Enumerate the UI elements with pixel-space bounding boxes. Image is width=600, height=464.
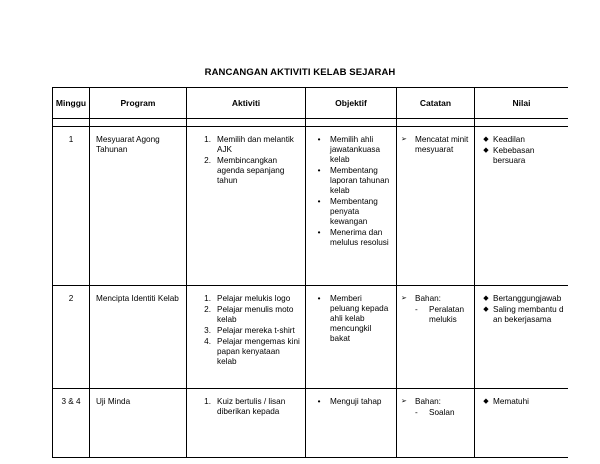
cell-program: Mesyuarat Agong Tahunan	[90, 127, 187, 286]
list-item: ◆ Mematuhi	[479, 397, 564, 407]
header-row	[53, 88, 569, 119]
diamond-bullet-icon: ◆	[483, 136, 489, 143]
list-item: 3. Pelajar mereka t-shirt	[204, 326, 295, 335]
list-item: • Memberi peluang kepada ahli kelab mencungkil bakat	[317, 294, 389, 343]
table-row	[53, 286, 569, 389]
list-item: ◆ Keadilan	[479, 135, 564, 145]
cell-minggu: 2	[53, 286, 90, 389]
diamond-bullet-icon: ◆	[483, 147, 489, 154]
list-item: 1. Memilih dan melantik AJK	[204, 135, 294, 154]
list-item: ◆ Saling membantu dan bekerjasama	[479, 305, 564, 325]
cell-catatan	[397, 127, 475, 286]
list-item: 1. Pelajar melukis logo	[204, 294, 291, 303]
header-nilai: Nilai	[475, 88, 569, 119]
list-item: • Menguji tahap	[317, 397, 382, 406]
cell-objektif	[306, 286, 397, 389]
cell-minggu: 3 & 4	[53, 389, 90, 458]
arrow-bullet-icon: ➢	[401, 295, 407, 302]
list-item: 1. Kuiz bertulis / lisan diberikan kepada	[204, 397, 286, 416]
activity-table-wrapper	[52, 87, 568, 464]
cell-catatan	[397, 389, 475, 458]
cell-aktiviti	[187, 286, 306, 389]
list-item: ➢ Bahan:	[401, 294, 441, 303]
list-item: • Memilih ahli jawatankuasa kelab	[317, 135, 381, 164]
cell-nilai	[475, 286, 569, 389]
header-program: Program	[90, 88, 187, 119]
cell-objektif	[306, 389, 397, 458]
cell-nilai	[475, 389, 569, 458]
list-item: ◆ Bertanggungjawab	[479, 294, 564, 304]
list-item: 2. Membincangkan agenda sepanjang tahun	[204, 156, 285, 185]
activity-table	[52, 87, 568, 458]
document-title: RANCANGAN AKTIVITI KELAB SEJARAH	[204, 67, 396, 78]
cell-program: Uji Minda	[90, 389, 187, 458]
list-item: ◆ Kebebasan bersuara	[479, 146, 564, 166]
cell-minggu: 1	[53, 127, 90, 286]
cell-objektif	[306, 127, 397, 286]
header-aktiviti: Aktiviti	[187, 88, 306, 119]
diamond-bullet-icon: ◆	[483, 295, 489, 302]
list-item: 2. Pelajar menulis moto kelab	[204, 305, 294, 324]
table-row	[53, 127, 569, 286]
list-item: ➢ Mencatat minit mesyuarat	[401, 135, 469, 154]
diamond-bullet-icon: ◆	[483, 398, 489, 405]
cell-aktiviti	[187, 389, 306, 458]
header-minggu: Minggu	[53, 88, 90, 119]
arrow-bullet-icon: ➢	[401, 398, 407, 405]
sub-item: - Soalan	[415, 408, 455, 417]
diamond-bullet-icon: ◆	[483, 306, 489, 313]
list-item: 4. Pelajar mengemas kini papan kenyataan kelab	[204, 337, 300, 366]
cell-program: Mencipta Identiti Kelab	[90, 286, 187, 389]
list-item: • Menerima dan melulus resolusi	[317, 228, 389, 247]
sub-item: - Peralatan melukis	[415, 305, 465, 324]
table-row	[53, 389, 569, 458]
cell-catatan	[397, 286, 475, 389]
arrow-bullet-icon: ➢	[401, 136, 407, 143]
list-item: ➢ Bahan:	[401, 397, 441, 406]
cell-nilai	[475, 127, 569, 286]
list-item: • Membentang penyata kewangan	[317, 197, 378, 226]
header-objektif: Objektif	[306, 88, 397, 119]
spacer-row	[53, 119, 569, 127]
cell-aktiviti	[187, 127, 306, 286]
list-item: • Membentang laporan tahunan kelab	[317, 166, 390, 195]
header-catatan: Catatan	[397, 88, 475, 119]
